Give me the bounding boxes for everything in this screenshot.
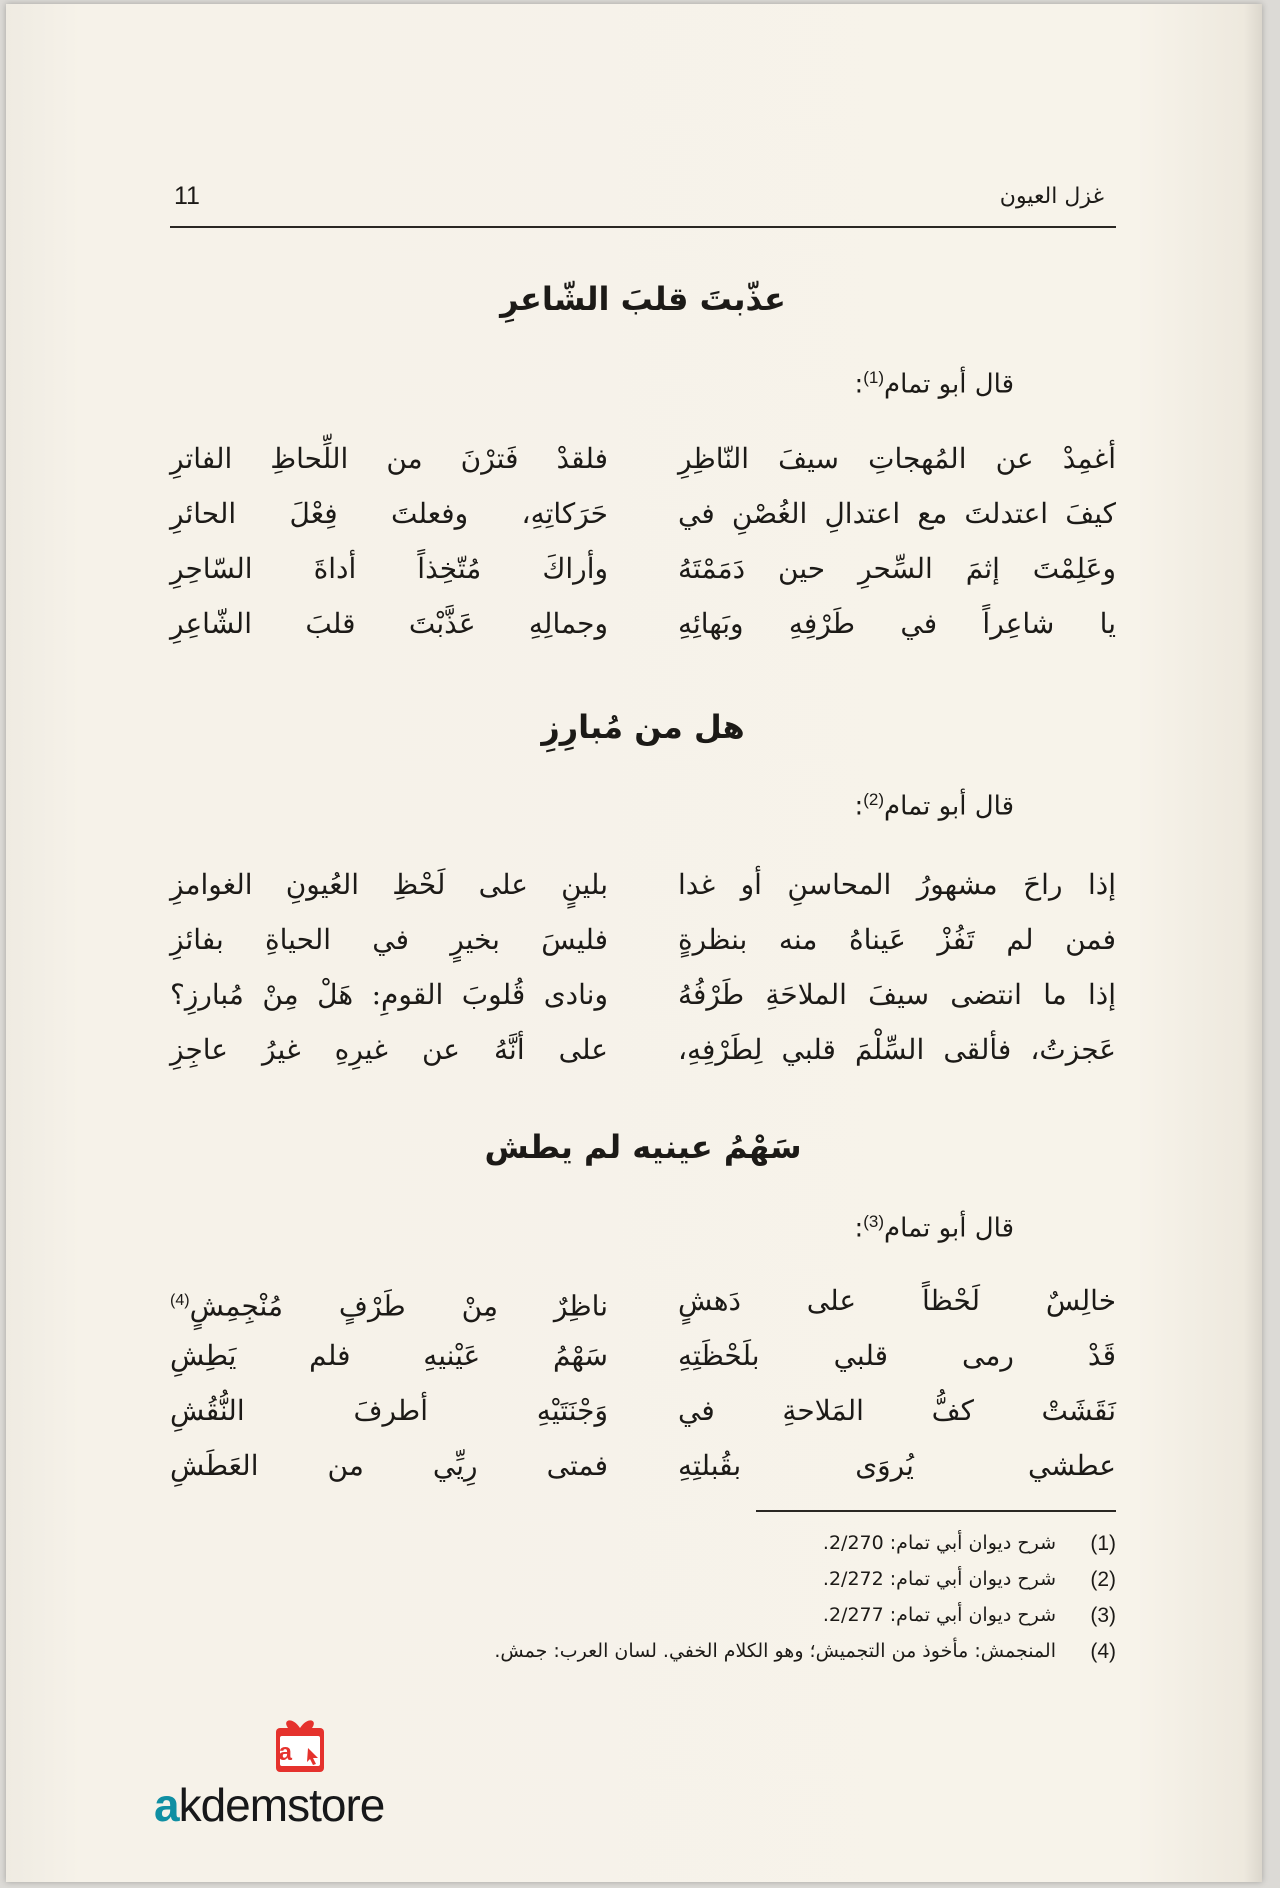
verse-list — [170, 860, 1116, 1080]
footnote — [170, 1640, 1116, 1676]
book-page — [6, 4, 1262, 1882]
footnote-number: (3) — [1090, 1604, 1116, 1627]
verse-first-hemistich: يا شاعِراً في طَرْفِهِ وبَهائِهِ — [678, 607, 1116, 640]
poem-intro — [854, 368, 1014, 400]
footnote-ref: (1) — [863, 368, 885, 387]
verse-second-hemistich — [170, 1276, 608, 1331]
verse-first-hemistich: إذا ما انتضى سيفَ الملاحَةِ طَرْفُهُ — [678, 978, 1116, 1011]
verse — [170, 1276, 1116, 1331]
verse-first-hemistich: عَجزتُ، فألقى السِّلْمَ قلبي لِطَرْفِهِ، — [678, 1033, 1116, 1066]
verse-second-hemistich: على أنَّهُ عن غيرِهِ غيرُ عاجِزِ — [170, 1033, 608, 1066]
footnote-number: (4) — [1090, 1640, 1116, 1663]
verse — [170, 544, 1116, 599]
verse — [170, 489, 1116, 544]
verse-first-hemistich: كيفَ اعتدلتَ مع اعتدالِ الغُصْنِ في — [678, 497, 1116, 530]
verse — [170, 1386, 1116, 1441]
verse-second-hemistich: فليسَ بخيرٍ في الحياةِ بفائزِ — [170, 923, 608, 956]
verse-list — [170, 434, 1116, 654]
store-watermark-logo — [154, 1714, 454, 1834]
verse-first-hemistich: عطشي يُروَى بقُبلتِهِ — [678, 1449, 1116, 1482]
footnote — [170, 1604, 1116, 1640]
verse-first-hemistich: نَقَشَتْ كفُّ المَلاحةِ في — [678, 1394, 1116, 1427]
footnote — [170, 1568, 1116, 1604]
intro-colon: : — [854, 1213, 864, 1244]
section-title: عذّبتَ قلبَ الشّاعرِ — [500, 280, 786, 318]
verse — [170, 1025, 1116, 1080]
wordmark-accent: a — [154, 1779, 179, 1831]
verse — [170, 860, 1116, 915]
verse-second-hemistich: حَرَكاتِهِ، وفعلتَ فِعْلَ الحائرِ — [170, 497, 608, 530]
poem-intro — [854, 1212, 1014, 1244]
store-wordmark — [154, 1778, 384, 1832]
verse-second-hemistich: بلينٍ على لَحْظِ العُيونِ الغوامزِ — [170, 868, 608, 901]
verse-first-hemistich: أغمِدْ عن المُهجاتِ سيفَ النّاظِرِ — [678, 442, 1116, 475]
verse-second-hemistich: ونادى قُلوبَ القومِ: هَلْ مِنْ مُبارزِ؟ — [170, 978, 608, 1011]
footnotes — [170, 1532, 1116, 1676]
page-number: 11 — [174, 182, 200, 210]
running-title: غزل العيون — [999, 184, 1104, 209]
verse-second-hemistich: وَجْنَتَيْهِ أطرفَ النُّقُشِ — [170, 1394, 608, 1427]
footnote-number: (1) — [1090, 1532, 1116, 1555]
footnote-ref: (4) — [170, 1292, 190, 1309]
verse-second-hemistich: فمتى رِيِّي من العَطَشِ — [170, 1449, 608, 1482]
footnote-ref: (2) — [863, 790, 885, 809]
verse-list — [170, 1276, 1116, 1496]
intro-text: قال أبو تمام — [884, 369, 1014, 400]
verse-first-hemistich: قَدْ رمى قلبي بلَحْظَتِهِ — [678, 1339, 1116, 1372]
footnote-text: المنجمش: مأخوذ من التجميش؛ وهو الكلام الخفي. لسان العرب: جمش. — [494, 1640, 1056, 1662]
footnote-text: شرح ديوان أبي تمام: 2/272. — [822, 1568, 1056, 1590]
verse-second-hemistich: وجمالِهِ عَذَّبْتَ قلبَ الشّاعِرِ — [170, 607, 608, 640]
footnote-text: شرح ديوان أبي تمام: 2/270. — [822, 1532, 1056, 1554]
verse-first-hemistich: إذا راحَ مشهورُ المحاسنِ أو غدا — [678, 868, 1116, 901]
section-title: سَهْمُ عينيه لم يطش — [484, 1128, 802, 1166]
svg-text:a: a — [278, 1739, 292, 1766]
verse — [170, 970, 1116, 1025]
section-title: هل من مُبارِزِ — [541, 708, 745, 746]
verse — [170, 1441, 1116, 1496]
verse — [170, 1331, 1116, 1386]
verse-second-hemistich: فلقدْ فَترْنَ من اللِّحاظِ الفاترِ — [170, 442, 608, 475]
intro-colon: : — [854, 791, 864, 822]
verse — [170, 599, 1116, 654]
verse — [170, 915, 1116, 970]
verse — [170, 434, 1116, 489]
page-spine-shadow — [1244, 4, 1262, 1882]
intro-colon: : — [854, 369, 864, 400]
gift-book-cursor-icon — [270, 1714, 330, 1776]
page-header — [170, 180, 1116, 228]
footnote-divider — [756, 1510, 1116, 1512]
verse-second-hemistich: وأراكَ مُتّخِذاً أداةَ السّاحِرِ — [170, 552, 608, 585]
footnote-number: (2) — [1090, 1568, 1116, 1591]
verse-first-hemistich: فمن لم تَفُزْ عَيناهُ منه بنظرةٍ — [678, 923, 1116, 956]
verse-second-hemistich: سَهْمُ عَيْنيهِ فلم يَطِشِ — [170, 1339, 608, 1372]
poem-intro — [854, 790, 1014, 822]
intro-text: قال أبو تمام — [884, 1213, 1014, 1244]
footnote — [170, 1532, 1116, 1568]
verse-first-hemistich: وعَلِمْتَ إثمَ السِّحرِ حين دَمَمْتَهُ — [678, 552, 1116, 585]
footnote-ref: (3) — [863, 1212, 885, 1231]
intro-text: قال أبو تمام — [884, 791, 1014, 822]
wordmark-rest: kdemstore — [178, 1779, 385, 1831]
hemistich-text: ناظِرٌ مِنْ طَرْفٍ مُنْجِمِشٍ — [189, 1289, 608, 1323]
verse-first-hemistich: خالِسٌ لَحْظاً على دَهشٍ — [678, 1284, 1116, 1317]
footnote-text: شرح ديوان أبي تمام: 2/277. — [822, 1604, 1056, 1626]
